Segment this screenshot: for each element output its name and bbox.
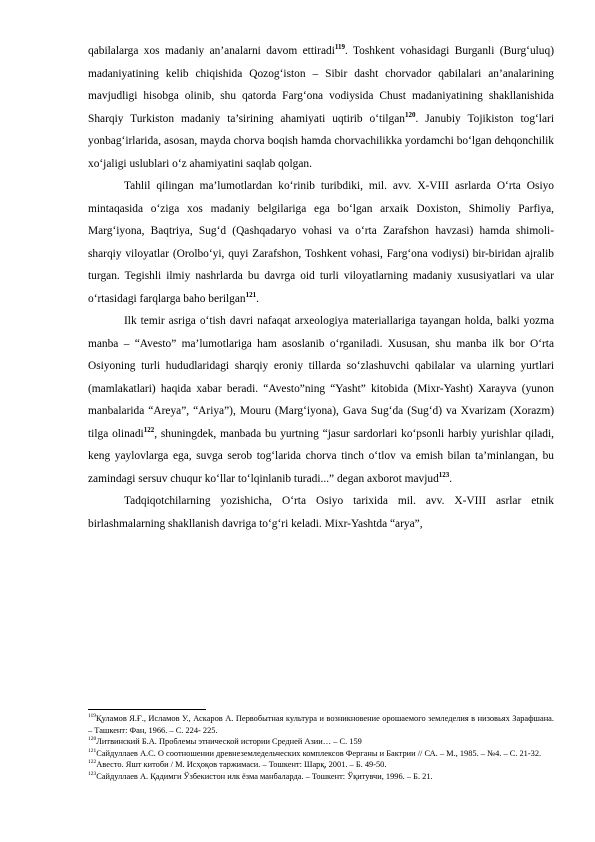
text-run: , shuningdek, manbada bu yurtning “jasur sardorlari ko‘psonli harbiy yurishlar qiladi, keng yaylovlarga ega, suvga serob tog‘larida chorva tinch o‘tlov va emish bilan ta’minlangan, bu zamindagi sersuv chuqur ko‘llar to‘lqinlanib turadi...” degan axborot mavjud xyxy=(88,427,554,485)
text-run: . Toshkent vohasidagi Burganli (Burg‘uluq) madaniyatining kelib chiqishida Qozog‘iston – Sibir dasht chorvador qabilalari an’analarining mavjudligi hisobga olinib, shu qatorda Farg‘ona vodiysida Chust madaniyatining shakllanishida Sharqiy Turkiston madaniy ta’sirining ahamiyati uqtirib o‘tilgan xyxy=(88,45,554,125)
footnote-text: Литвинский Б.А. Проблемы этнической истории Средней Азии… – С. 159 xyxy=(96,737,362,746)
footnote-ref-121[interactable]: 121 xyxy=(245,290,257,299)
text-run: qabilalarga xos madaniy an’analarni davom ettiradi xyxy=(88,45,335,57)
footnote-text: Авесто. Яшт китоби / М. Исҳоқов таржимаси. – Тошкент: Шарқ, 2001. – Б. 49-50. xyxy=(96,760,387,769)
footnotes xyxy=(88,713,554,782)
footnote-ref-119[interactable]: 119 xyxy=(334,43,345,52)
footnote-text: Сайдуллаев А.С. О соотношении древнеземледельческих комплексов Ферганы и Бактрии // СА. – М., 1985. – №4. – С. 21-32. xyxy=(96,748,542,758)
text-run: Tahlil qilingan ma’lumotlardan ko‘rinib turibdiki, mil. avv. X-VIII asrlarda O‘rta Osiyo mintaqasida o‘ziga xos madaniy belgilariga ega bo‘lgan arxaik Doxiston, Shimoliy Parfiya, Marg‘iyona, Baqtriya, Sug‘d (Qashqadaryo vohasi va o‘rta Zarafshon havzasi) hamda shimoli-sharqiy viloyatlar (Orolbo‘yi, quyi Zarafshon, Toshkent vohasi, Farg‘ona vodiysi) bir-biridan ajralib turgan. Tegishli ilmiy nashrlarda bu davrga oid turli viloyatlarning madaniy xususiyatlari va ular o‘rtasidagi farqlarga baho berilgan xyxy=(88,180,554,305)
footnote-number: 123 xyxy=(88,770,97,777)
footnote-122 xyxy=(88,759,554,771)
footnote-123 xyxy=(88,771,554,783)
footnote-ref-120[interactable]: 120 xyxy=(404,110,416,119)
footnote-121 xyxy=(88,748,554,760)
footnote-number: 121 xyxy=(88,747,97,754)
footnote-number: 120 xyxy=(88,736,97,743)
footnote-number: 119 xyxy=(88,713,97,720)
text-run: Tadqiqotchilarning yozishicha, O‘rta Osiyo tarixida mil. avv. X-VIII asrlar etnik birlashmalarning shakllanish davriga to‘g‘ri keladi. Mixr-Yashtda “arya”, xyxy=(88,495,554,530)
footnote-separator xyxy=(88,709,206,710)
footnote-ref-123[interactable]: 123 xyxy=(438,470,450,479)
text-run: . xyxy=(449,472,453,485)
paragraph-3 xyxy=(88,310,554,490)
text-run: . xyxy=(256,292,259,305)
paragraph-2 xyxy=(88,175,554,310)
paragraph-4 xyxy=(88,490,554,535)
main-text xyxy=(88,40,554,535)
footnote-text: Қуламов Я.Ғ., Исламов У., Аскаров А. Первобытная культура и возникновение орошаемого земледелия в низовьях Зарафшана. – Ташкент: Фан, 1966. – С. 224- 225. xyxy=(88,714,554,735)
footnote-119 xyxy=(88,713,554,736)
footnote-text: Сайдуллаев А. Қадимги Ўзбекистон илк ёзма манбаларда. – Тошкент: Ўқитувчи, 1996. – Б. 21. xyxy=(96,771,433,781)
footnote-120 xyxy=(88,736,554,748)
text-run: Ilk temir asriga o‘tish davri nafaqat arxeologiya materiallariga tayangan holda, balki yozma manba – “Avesto” ma’lumotlariga ham asoslanib o‘rganiladi. Xususan, shu manba ilk bor O‘rta Osiyoning turli hududlaridagi sharqiy eroniy tillarda so‘zlashuvchi qabilalar va ularning yurtlari (mamlakatlari) haqida xabar beradi. “Avesto”ning “Yasht” kitobida (Mixr-Yasht) Xarayva (yunon manbalarida “Areya”, “Ariya”), Mouru (Marg‘iyona), Gava Sug‘da (Sug‘d) va Xvarizam (Xorazm) tilga olinadi xyxy=(88,315,554,440)
paragraph-1 xyxy=(88,40,554,175)
text-run: . Janubiy Tojikiston tog‘lari yonbag‘irlarida, asosan, mayda chorva boqish hamda chorvachilikka yordamchi bo‘lgan dehqonchilik xo‘jaligi uslublari o‘z ahamiyatini saqlab qolgan. xyxy=(88,112,554,170)
footnote-ref-122[interactable]: 122 xyxy=(143,425,155,434)
footnote-number: 122 xyxy=(88,759,97,766)
